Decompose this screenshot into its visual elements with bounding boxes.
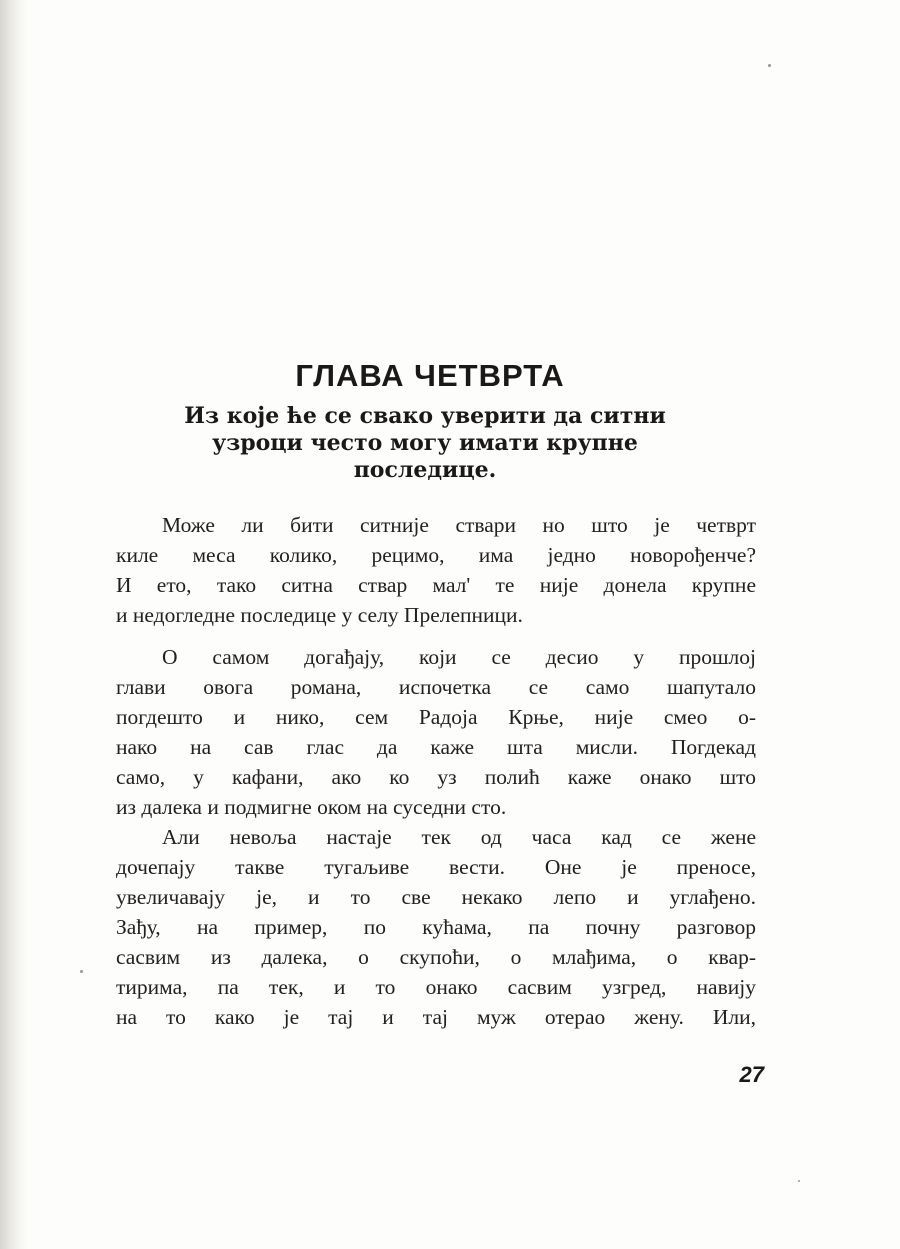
text-line: и недогледне последице у селу Прелепници. <box>116 603 523 627</box>
chapter-title: ГЛАВА ЧЕТВРТА <box>295 358 565 393</box>
paragraph-3 <box>116 822 756 1032</box>
text-line: Може ли бити ситније ствари но што је четврт <box>162 513 756 537</box>
text-line: дочепају такве тугаљиве вести. Оне је преносе, <box>116 855 756 879</box>
text-line: И ето, тако ситна ствар мал' те није донела крупне <box>116 573 756 597</box>
text-line: глави овога романа, испочетка се само шапутало <box>116 675 756 699</box>
text-line: тирима, па тек, и то онако сасвим узгред, навију <box>116 975 756 999</box>
text-line: увеличавају је, и то све некако лепо и углађено. <box>116 885 756 909</box>
chapter-subtitle <box>100 403 750 484</box>
subtitle-line: последице. <box>353 457 497 483</box>
paragraph-2 <box>116 642 756 822</box>
text-line: на то како је тај и тај муж отерао жену. Или, <box>116 1005 756 1029</box>
text-line: из далека и подмигне оком на суседни сто. <box>116 795 507 819</box>
text-line: О самом догађају, који се десио у прошлој <box>162 645 756 669</box>
text-line: сасвим из далека, о скупоћи, о млађима, о квар- <box>116 945 756 969</box>
page-number: 27 <box>739 1062 764 1087</box>
text-line: киле меса колико, рецимо, има једно новорођенче? <box>116 543 756 567</box>
subtitle-line: Из које ће се свако уверити да ситни <box>184 403 666 429</box>
text-line: само, у кафани, ако ко уз полић каже онако што <box>116 765 756 789</box>
text-line: Зађу, на пример, по кућама, па почну разговор <box>116 915 756 939</box>
paragraph-1 <box>116 510 756 630</box>
text-line: Али невоља настаје тек од часа кад се жене <box>162 825 756 849</box>
text-line: погдешто и нико, сем Радоја Крње, није смео о- <box>116 705 756 729</box>
text-line: нако на сав глас да каже шта мисли. Погдекад <box>116 735 756 759</box>
subtitle-line: узроци често могу имати крупне <box>212 430 638 456</box>
